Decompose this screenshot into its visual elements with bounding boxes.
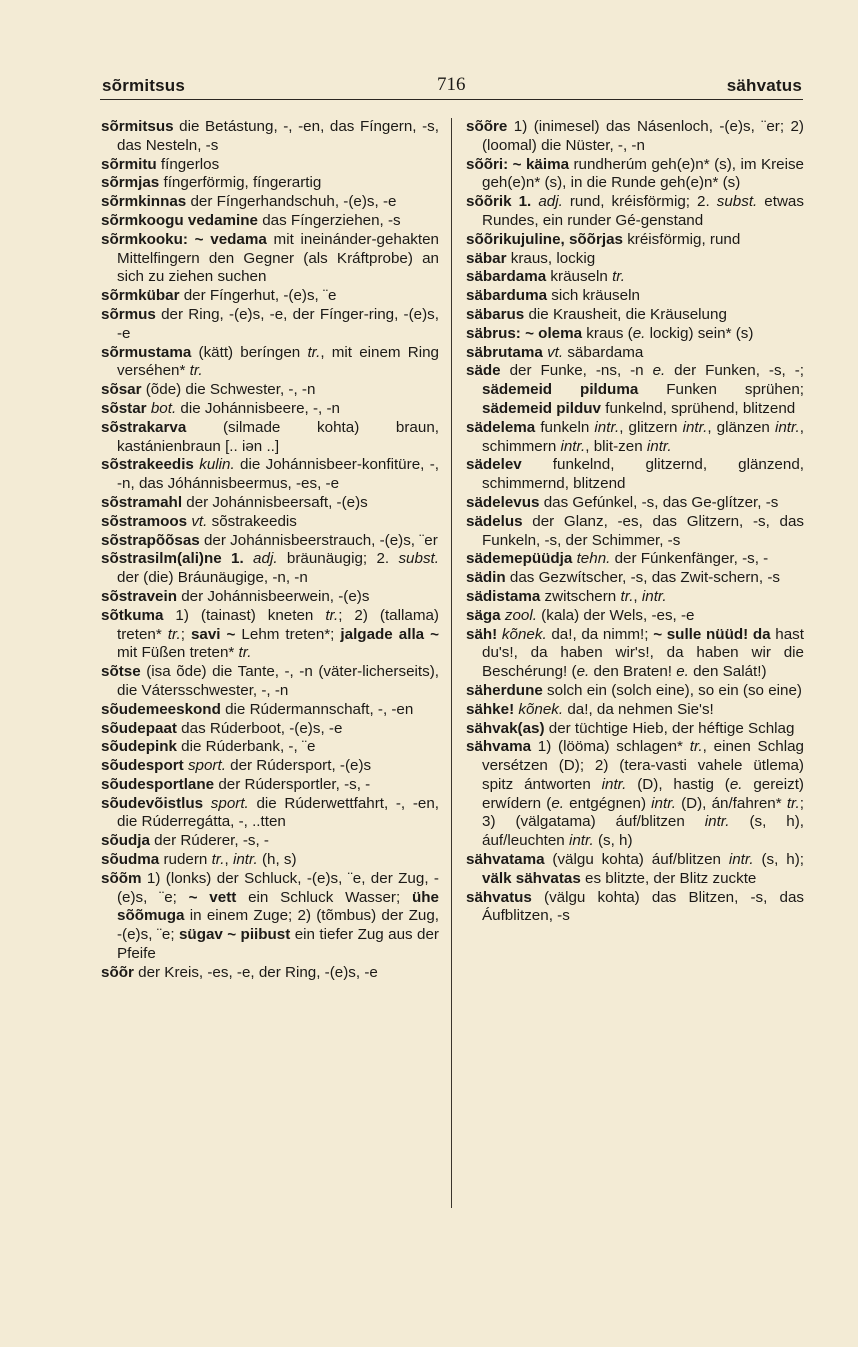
- dictionary-entry: sõtse (isa õde) die Tante, -, -n (väter-licherseits), die Vátersschwester, -, -n: [101, 663, 439, 699]
- dictionary-entry: sähke! kõnek. da!, da nehmen Sie's!: [466, 700, 714, 718]
- dictionary-entry: sõudesport sport. der Rúdersport, -(e)s: [101, 757, 372, 775]
- dictionary-entry: säbarus die Krausheit, die Kräuselung: [466, 305, 727, 323]
- dictionary-entry: sõrmkinnas der Fíngerhandschuh, -(e)s, -e: [101, 193, 397, 211]
- dictionary-entry: sädelevus das Gefúnkel, -s, das Ge-glítzer, -s: [466, 493, 779, 511]
- dictionary-entry: sõudepaat das Rúderboot, -(e)s, -e: [101, 719, 343, 737]
- dictionary-entry: sädelema funkeln intr., glitzern intr., glänzen intr., schimmern intr., blit-zen intr.: [466, 418, 804, 455]
- dictionary-entry: sõstrakeedis kulin. die Johánnisbeer-konfitüre, -, -n, das Jóhánnisbeermus, -es, -e: [101, 456, 439, 493]
- page-header: [100, 70, 802, 100]
- dictionary-entry: sõudesportlane der Rúdersportler, -s, -: [101, 775, 371, 793]
- dictionary-entry: säbrutama vt. säbardama: [466, 343, 644, 361]
- dictionary-entry: sõstrapõõsas der Johánnisbeerstrauch, -(e)s, ¨er: [101, 531, 438, 549]
- dictionary-entry: sõrmkübar der Fíngerhut, -(e)s, ¨e: [101, 287, 337, 305]
- dictionary-entry: sõstrasilm(ali)ne 1. adj. bräunäugig; 2. subst. der (die) Bráunäugige, -n, -n: [101, 550, 439, 587]
- dictionary-entry: säh! kõnek. da!, da nimm!; ~ sulle nüüd! da hast du's!, da haben wir's!, da haben wir die Beschérung! (e. den Braten! e. den Salát!): [466, 625, 804, 681]
- dictionary-entry: säbardama kräuseln tr.: [466, 268, 625, 286]
- right-running-headword: sähvatus: [726, 76, 802, 95]
- dictionary-entry: sõrmkooku: ~ vedama mit ineinánder-gehakten Mittelfingern den Gegner (als Kráftprobe) an sich zu ziehen suchen: [101, 230, 439, 286]
- dictionary-entry: sõudma rudern tr., intr. (h, s): [101, 851, 297, 869]
- dictionary-entry: sähvatus (välgu kohta) das Blitzen, -s, das Áufblitzen, -s: [466, 888, 804, 925]
- dictionary-entry: sõõrikujuline, sõõrjas kréisförmig, rund: [466, 230, 741, 248]
- left-running-headword: sõrmitsus: [102, 76, 186, 95]
- dictionary-entry: sõrmjas fíngerförmig, fíngerartig: [101, 174, 322, 192]
- dictionary-entry: säga zool. (kala) der Wels, -es, -e: [466, 606, 695, 624]
- dictionary-entry: sähvama 1) (lööma) schlagen* tr., einen Schlag versétzen (D); 2) (tera-vasti vahele ütlema) spitz ántworten intr. (D), hastig (e. gereizt) erwídern (e. entgégnen) intr. (D), án/fahren* tr.; 3) (välgatama) áuf/blitzen intr. (s, h), áuf/leuchten intr. (s, h): [466, 738, 804, 850]
- dictionary-entry: säbarduma sich kräuseln: [466, 287, 640, 305]
- dictionary-entry: sõudevõistlus sport. die Rúderwettfahrt, -, -en, die Rúderregátta, -, ..tten: [101, 794, 439, 831]
- dictionary-entry: sõudemeeskond die Rúdermannschaft, -, -en: [101, 700, 414, 718]
- dictionary-entry: sädemepüüdja tehn. der Fúnkenfänger, -s, -: [466, 550, 769, 568]
- dictionary-entry: säbrus: ~ olema kraus (e. lockig) sein* (s): [466, 324, 754, 342]
- dictionary-entry: sõrmitu fíngerlos: [101, 155, 220, 173]
- dictionary-entry: sõstrakarva (silmade kohta) braun, kastánienbraun [.. iən ..]: [101, 418, 439, 455]
- dictionary-entry: sõudja der Rúderer, -s, -: [101, 832, 269, 850]
- dictionary-entry: sähvatama (välgu kohta) áuf/blitzen intr. (s, h); välk sähvatas es blitzte, der Blitz zuckte: [466, 851, 804, 887]
- dictionary-entry: sõtkuma 1) (tainast) kneten tr.; 2) (tallama) treten* tr.; savi ~ Lehm treten*; jalgade alla ~ mit Füßen treten* tr.: [101, 606, 439, 662]
- dictionary-entry: sõõri: ~ käima rundherúm geh(e)n* (s), im Kreise geh(e)n* (s), in die Runde geh(e)n* (s): [466, 155, 804, 192]
- dictionary-entry: sõstar bot. die Johánnisbeere, -, -n: [101, 399, 340, 417]
- right-column: [466, 118, 804, 926]
- page-number: 716: [437, 74, 466, 95]
- dictionary-entry: sõrmustama (kätt) beríngen tr., mit einem Ring verséhen* tr.: [101, 343, 439, 380]
- column-divider: [451, 118, 452, 1208]
- dictionary-entry: sõstramahl der Johánnisbeersaft, -(e)s: [101, 493, 368, 511]
- dictionary-entry: sõõre 1) (inimesel) das Násenloch, -(e)s, ¨er; 2) (loomal) die Nüster, -, -n: [466, 118, 804, 154]
- header-rule: [100, 99, 803, 100]
- dictionary-entry: sõrmkoogu vedamine das Fíngerziehen, -s: [101, 211, 401, 229]
- dictionary-entry: sõstravein der Johánnisbeerwein, -(e)s: [101, 587, 370, 605]
- dictionary-entry: sõudepink die Rúderbank, -, ¨e: [101, 738, 316, 756]
- dictionary-entry: sõrmitsus die Betástung, -, -en, das Fíngern, -s, das Nesteln, -s: [101, 118, 439, 154]
- dictionary-entry: säherdune solch ein (solch eine), so ein (so eine): [466, 681, 802, 699]
- dictionary-entry: sädistama zwitschern tr., intr.: [466, 587, 667, 605]
- dictionary-entry: sõõr der Kreis, -es, -e, der Ring, -(e)s, -e: [101, 963, 378, 981]
- dictionary-entry: säbar kraus, lockig: [466, 249, 596, 267]
- dictionary-entry: sähvak(as) der tüchtige Hieb, der héftige Schlag: [466, 719, 795, 737]
- dictionary-entry: sädin das Gezwítscher, -s, das Zwit-schern, -s: [466, 569, 780, 587]
- dictionary-entry: säde der Funke, -ns, -n e. der Funken, -s, -; sädemeid pilduma Funken sprühen; sädemeid pilduv funkelnd, sprühend, blitzend: [466, 362, 804, 417]
- dictionary-entry: sõrmus der Ring, -(e)s, -e, der Fínger-ring, -(e)s, -e: [101, 305, 439, 342]
- dictionary-entry: sõstramoos vt. sõstrakeedis: [101, 512, 297, 530]
- dictionary-entry: sõõrik 1. adj. rund, kréisförmig; 2. subst. etwas Rundes, ein runder Gé-genstand: [466, 193, 804, 229]
- dictionary-entry: sõõm 1) (lonks) der Schluck, -(e)s, ¨e, der Zug, -(e)s, ¨e; ~ vett ein Schluck Wasser; ühe sõõmuga in einem Zuge; 2) (tõmbus) der Zug, -(e)s, ¨e; sügav ~ piibust ein tiefer Zug aus der Pfeife: [101, 869, 439, 963]
- left-column: [101, 118, 439, 983]
- dictionary-entry: sõsar (õde) die Schwester, -, -n: [101, 381, 316, 399]
- dictionary-entry: sädelev funkelnd, glitzernd, glänzend, schimmernd, blitzend: [466, 456, 804, 493]
- dictionary-entry: sädelus der Glanz, -es, das Glitzern, -s, das Funkeln, -s, der Schimmer, -s: [466, 512, 804, 549]
